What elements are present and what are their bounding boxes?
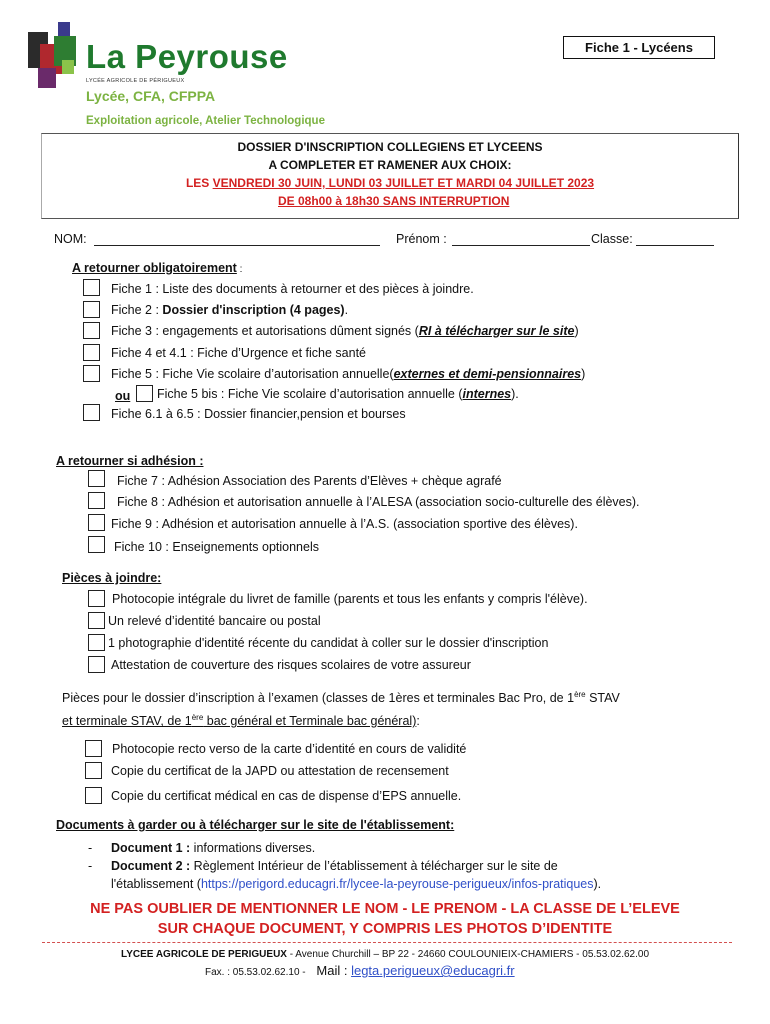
fiche3-link[interactable]: RI à télécharger sur le site — [418, 324, 575, 338]
fiche10-text: Fiche 10 : Enseignements optionnels — [114, 540, 319, 554]
checkbox-exam2[interactable] — [85, 762, 102, 779]
checkbox-exam3[interactable] — [85, 787, 102, 804]
title-line3-prefix: LES — [185, 176, 213, 190]
fiche5-suffix: ) — [581, 367, 586, 381]
fiche9-text: Fiche 9 : Adhésion et autorisation annuelle à l’A.S. (association sportive des élèves). — [111, 517, 578, 531]
logo — [28, 22, 84, 92]
fiche5bis-prefix: Fiche 5 bis : Fiche Vie scolaire d’autorisation annuelle ( — [157, 387, 463, 401]
fiche2-suffix: . — [344, 303, 349, 317]
doc1-text: Document 1 : informations diverses. — [111, 841, 316, 855]
doc2-text: Document 2 : Règlement Intérieur de l’établissement à télécharger sur le site de — [111, 859, 558, 873]
nom-label: NOM: — [54, 232, 87, 246]
title-line3-dates: VENDREDI 30 JUIN, LUNDI 03 JUILLET ET MARDI 04 JUILLET 2023 — [212, 176, 595, 190]
fiche3-suffix: ) — [574, 324, 579, 338]
logo-brand-name: La Peyrouse — [86, 38, 288, 75]
institution-line1: Lycée, CFA, CFPPA — [86, 88, 216, 104]
footer-divider — [42, 942, 732, 943]
fiche5bis-suffix: ). — [511, 387, 519, 401]
exam3-text: Copie du certificat médical en cas de dispense d’EPS annuelle. — [111, 789, 462, 803]
piece2-text: Un relevé d’identité bancaire ou postal — [108, 614, 321, 628]
logo-square-purple — [38, 68, 56, 88]
section5-title: Documents à garder ou à télécharger sur le site de l'établissement: — [56, 818, 455, 832]
piece1-text: Photocopie intégrale du livret de famille (parents et tous les enfants y compris l'élève). — [112, 592, 588, 606]
checkbox-fiche5bis[interactable] — [136, 385, 153, 402]
fiche2-prefix: Fiche 2 : — [111, 303, 163, 317]
title-line3 — [42, 176, 738, 190]
checkbox-fiche4[interactable] — [83, 344, 100, 361]
doc2-line2: l'établissement (https://perigord.educagri.fr/lycee-la-peyrouse-perigueux/infos-pratiques). — [111, 877, 602, 891]
footer-address: LYCEE AGRICOLE DE PERIGUEUX - Avenue Churchill – BP 22 - 24660 COULOUNIEIX-CHAMIERS - 05.53.02.62.00 — [121, 949, 649, 960]
fiche5bis-bold: internes — [462, 387, 512, 401]
bullet-dash-1: - — [88, 841, 93, 855]
fiche2-text — [111, 303, 348, 317]
fiche4-text: Fiche 4 et 4.1 : Fiche d’Urgence et fiche santé — [111, 346, 366, 360]
nom-field[interactable] — [94, 245, 380, 246]
checkbox-fiche3[interactable] — [83, 322, 100, 339]
footer-mail-link[interactable]: legta.perigueux@educagri.fr — [351, 963, 515, 978]
fiche5-prefix: Fiche 5 : Fiche Vie scolaire d’autorisation annuelle( — [111, 367, 394, 381]
exam-intro-line1: Pièces pour le dossier d’inscription à l’examen (classes de 1ères et terminales Bac Pro, de 1ère STAV — [62, 690, 620, 706]
checkbox-fiche2[interactable] — [83, 301, 100, 318]
checkbox-fiche6[interactable] — [83, 404, 100, 421]
fiche3-prefix: Fiche 3 : engagements et autorisations dûment signés ( — [111, 324, 419, 338]
prenom-field[interactable] — [452, 245, 590, 246]
checkbox-piece3[interactable] — [88, 634, 105, 651]
checkbox-fiche8[interactable] — [88, 492, 105, 509]
prenom-label: Prénom : — [396, 232, 447, 246]
section1-suffix: : — [236, 264, 243, 275]
checkbox-fiche5[interactable] — [83, 365, 100, 382]
section1-title: A retourner obligatoirement — [72, 261, 237, 275]
checkbox-piece1[interactable] — [88, 590, 105, 607]
fiche6-text: Fiche 6.1 à 6.5 : Dossier financier,pension et bourses — [111, 407, 406, 421]
piece3-text: 1 photographie d'identité récente du candidat à coller sur le dossier d'inscription — [108, 636, 549, 650]
logo-subtitle: LYCÉE AGRICOLE DE PÉRIGUEUX — [86, 78, 185, 84]
title-line2: A COMPLETER ET RAMENER AUX CHOIX: — [268, 158, 512, 172]
section1-heading — [72, 259, 242, 277]
checkbox-piece4[interactable] — [88, 656, 105, 673]
fiche1-text: Fiche 1 : Liste des documents à retourner et des pièces à joindre. — [111, 282, 474, 296]
checkbox-fiche10[interactable] — [88, 536, 105, 553]
exam1-text: Photocopie recto verso de la carte d’identité en cours de validité — [112, 742, 467, 756]
fiche5-text — [111, 367, 585, 381]
title-box — [41, 133, 739, 219]
footer-contact: Fax. : 05.53.02.62.10 - Mail : legta.perigueux@educagri.fr — [205, 963, 515, 978]
checkbox-fiche9[interactable] — [88, 514, 105, 531]
exam2-text: Copie du certificat de la JAPD ou attestation de recensement — [111, 764, 449, 778]
checkbox-piece2[interactable] — [88, 612, 105, 629]
classe-field[interactable] — [636, 245, 714, 246]
fiche-label-box: Fiche 1 - Lycéens — [563, 36, 715, 59]
checkbox-fiche1[interactable] — [83, 279, 100, 296]
bullet-dash-2: - — [88, 859, 93, 873]
fiche8-text: Fiche 8 : Adhésion et autorisation annuelle à l’ALESA (association socio-culturelle des élèves). — [117, 495, 640, 509]
checkbox-exam1[interactable] — [85, 740, 102, 757]
ou-label: ou — [115, 389, 131, 403]
title-line4: DE 08h00 à 18h30 SANS INTERRUPTION — [278, 194, 510, 208]
logo-square-lightgreen — [62, 60, 74, 74]
fiche5-bold: externes et demi-pensionnaires — [393, 367, 582, 381]
warning-line1: NE PAS OUBLIER DE MENTIONNER LE NOM - LE PRENOM - LA CLASSE DE L’ELEVE — [90, 901, 680, 917]
warning-line2: SUR CHAQUE DOCUMENT, Y COMPRIS LES PHOTOS D’IDENTITE — [157, 921, 613, 937]
classe-label: Classe: — [591, 232, 633, 246]
piece4-text: Attestation de couverture des risques scolaires de votre assureur — [111, 658, 471, 672]
title-line1: DOSSIER D'INSCRIPTION COLLEGIENS ET LYCEENS — [237, 140, 543, 154]
section3-title: Pièces à joindre: — [62, 571, 162, 585]
doc2-url-link[interactable]: https://perigord.educagri.fr/lycee-la-peyrouse-perigueux/infos-pratiques — [200, 877, 594, 891]
fiche3-text — [111, 324, 579, 338]
fiche2-bold: Dossier d'inscription (4 pages) — [162, 303, 345, 317]
fiche5bis-text — [157, 387, 519, 401]
checkbox-fiche7[interactable] — [88, 470, 105, 487]
section2-title: A retourner si adhésion : — [56, 454, 204, 468]
institution-line2: Exploitation agricole, Atelier Technologique — [86, 115, 325, 127]
fiche7-text: Fiche 7 : Adhésion Association des Parents d’Elèves + chèque agrafé — [117, 474, 502, 488]
exam-intro-line2: et terminale STAV, de 1ère bac général et Terminale bac général): — [62, 713, 420, 729]
